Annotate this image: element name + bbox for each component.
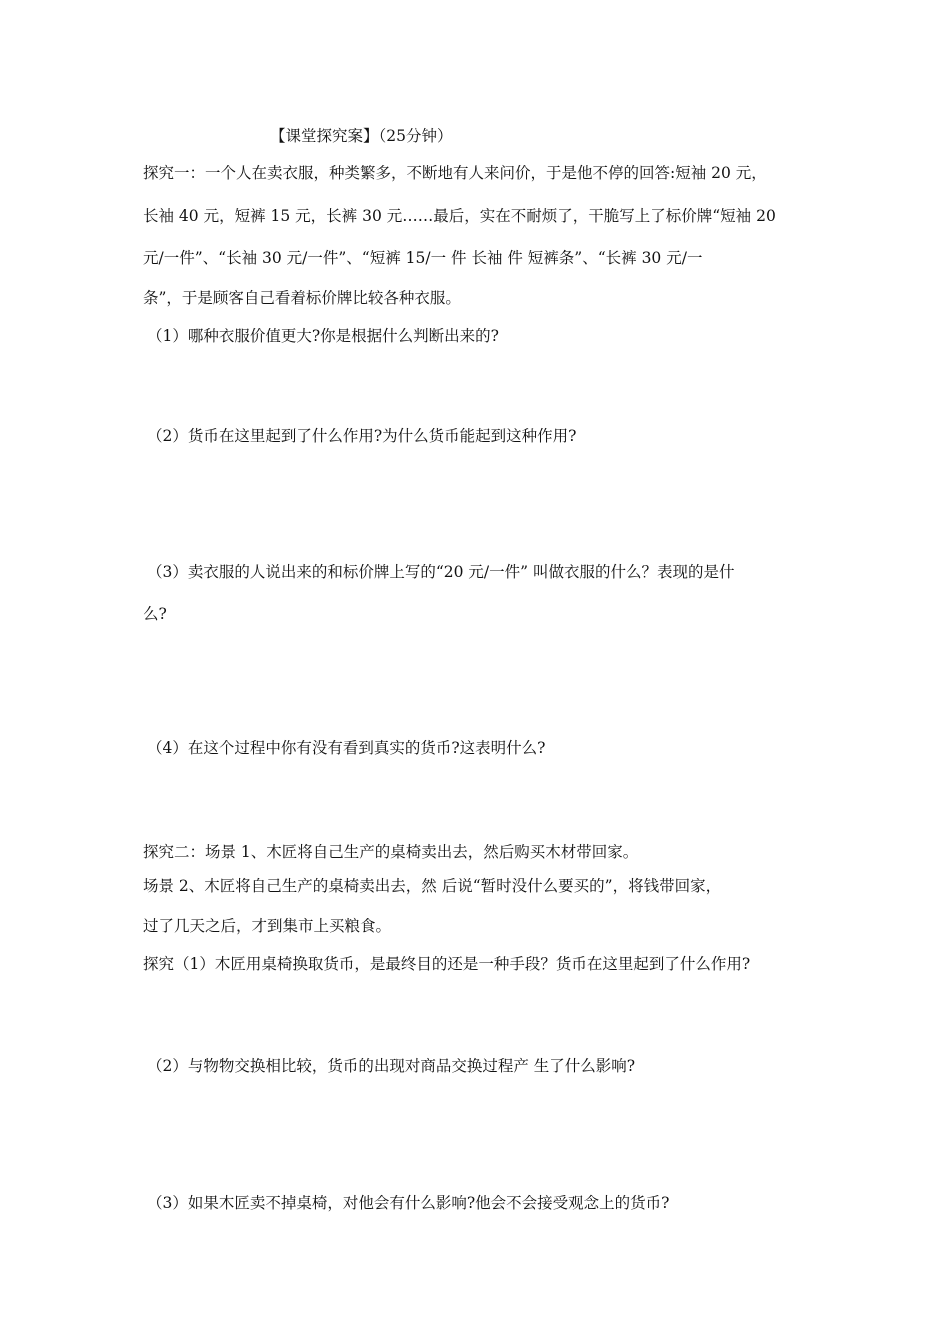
inquiry2-scene-2-line-2: 过了几天之后，才到集市上买粮食。 [143, 917, 392, 935]
inquiry1-intro-line-4: 条”，于是顾客自己看着标价牌比较各种衣服。 [143, 289, 461, 307]
inquiry1-intro-line-1: 探究一：一个人在卖衣服，种类繁多，不断地有人来问价，于是他不停的回答:短袖 20 元， [143, 164, 767, 182]
inquiry1-intro-line-3: 元/一件”、“长袖 30 元/一件”、“短裤 15/一 件 长袖 件 短裤条”、“长裤 30 元/一 [143, 249, 703, 267]
inquiry2-scene-2-line-1: 场景 2、木匠将自己生产的桌椅卖出去，然 后说“暂时没什么要买的”，将钱带回家， [143, 877, 722, 895]
inquiry2-question-2: （2）与物物交换相比较，货币的出现对商品交换过程产 生了什么影响? [147, 1057, 636, 1075]
inquiry1-question-4: （4）在这个过程中你有没有看到真实的货币?这表明什么? [147, 739, 546, 757]
section-title: 【课堂探究案】（25分钟） [270, 127, 453, 145]
inquiry2-question-3: （3）如果木匠卖不掉桌椅，对他会有什么影响?他会不会接受观念上的货币? [147, 1194, 670, 1212]
inquiry1-question-3-line-1: （3）卖衣服的人说出来的和标价牌上写的“20 元/一件” 叫做衣服的什么？表现的是什 [147, 563, 735, 581]
inquiry2-scene-1: 探究二：场景 1、木匠将自己生产的桌椅卖出去，然后购买木材带回家。 [143, 843, 639, 861]
inquiry1-question-3-line-2: 么? [143, 605, 167, 623]
inquiry2-question-1: 探究（1）木匠用桌椅换取货币，是最终目的还是一种手段？货币在这里起到了什么作用? [143, 955, 751, 973]
inquiry1-intro-line-2: 长袖 40 元，短裤 15 元，长裤 30 元……最后，实在不耐烦了，干脆写上了标价牌“短袖 20 [143, 207, 776, 225]
inquiry1-question-2: （2）货币在这里起到了什么作用?为什么货币能起到这种作用? [147, 427, 577, 445]
inquiry1-question-1: （1）哪种衣服价值更大?你是根据什么判断出来的? [147, 327, 499, 345]
